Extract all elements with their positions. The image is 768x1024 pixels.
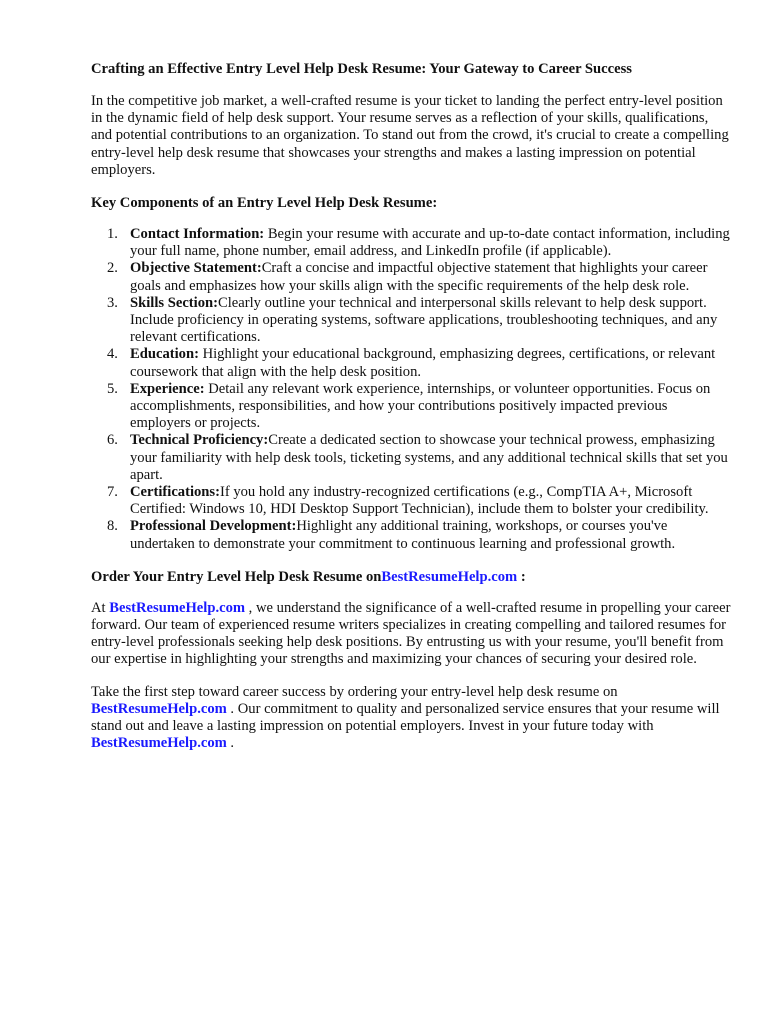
closing-paragraph-end: . xyxy=(226,735,235,752)
list-item xyxy=(107,260,731,294)
list-item-text: Clearly outline your technical and interpersonal skills relevant to help desk support. Include proficiency in operating systems, software applications, troubleshooting techniques, and any relevant certifications. xyxy=(130,294,718,346)
list-item-term: Education: xyxy=(130,346,199,363)
closing-paragraph xyxy=(91,684,731,753)
list-item-term: Skills Section: xyxy=(130,294,218,311)
list-item-text: Begin your resume with accurate and up-to-date contact information, including your full name, phone number, email address, and LinkedIn profile (if applicable). xyxy=(130,226,730,260)
list-item-text: Create a dedicated section to showcase your technical prowess, emphasizing your familiarity with help desk tools, ticketing systems, and any additional technical skills that set you apart. xyxy=(130,432,728,483)
list-item-number: 5. xyxy=(107,380,118,397)
list-item xyxy=(107,518,731,552)
list-item-text: Craft a concise and impactful objective statement that highlights your career goals and emphasizes how your skills align with the specific requirements of the help desk role. xyxy=(130,260,708,294)
list-item-number: 2. xyxy=(107,260,118,277)
closing-paragraph-link-1[interactable]: BestResumeHelp.com xyxy=(91,700,227,717)
list-item-number: 8. xyxy=(107,518,118,535)
list-item-term: Contact Information: xyxy=(130,226,265,243)
about-paragraph-link[interactable]: BestResumeHelp.com xyxy=(109,599,246,616)
list-item-term: Technical Proficiency: xyxy=(130,432,269,449)
list-item xyxy=(107,226,731,260)
list-item-text: Highlight any additional training, workshops, or courses you've undertaken to demonstrate your commitment to continuous learning and professional growth. xyxy=(130,518,676,552)
list-item-term: Professional Development: xyxy=(130,518,297,535)
list-item-text: Detail any relevant work experience, internships, or volunteer opportunities. Focus on accomplishments, responsibilities, and how your contributions positively impacted previous employers or projects. xyxy=(130,380,711,432)
list-item-number: 4. xyxy=(107,346,118,363)
document-page xyxy=(91,60,731,753)
about-paragraph xyxy=(91,600,731,669)
list-item-text: If you hold any industry-recognized certifications (e.g., CompTIA A+, Microsoft Certified: Windows 10, HDI Desktop Support Technician), include them to bolster your credibility. xyxy=(130,484,709,518)
list-item-term: Objective Statement: xyxy=(130,260,262,277)
components-list xyxy=(91,226,731,553)
order-heading-text: Order Your Entry Level Help Desk Resume on xyxy=(91,568,382,585)
list-item-number: 3. xyxy=(107,294,118,311)
order-heading-link[interactable]: BestResumeHelp.com xyxy=(381,568,518,585)
list-item-number: 6. xyxy=(107,432,118,449)
intro-paragraph: In the competitive job market, a well-crafted resume is your ticket to landing the perfect entry-level position in the dynamic field of help desk support. Your resume serves as a reflection of your skills, qualifications, and potential contributions to an organization. To stand out from the crowd, it's crucial to create a compelling entry-level help desk resume that showcases your strengths and makes a lasting impression on potential employers. xyxy=(91,93,729,178)
about-paragraph-text: , we understand the significance of a well-crafted resume in propelling your career forward. Our team of experienced resume writers specializes in creating compelling and tailored resumes for entry-level professionals seeking help desk positions. By entrusting us with your resume, you'll benefit from our expertise in highlighting your strengths and maximizing your chances of securing your desired role. xyxy=(91,599,731,668)
order-heading-suffix: : xyxy=(517,568,526,585)
closing-paragraph-text: . Our commitment to quality and personalized service ensures that your resume will stand out and leave a lasting impression on potential employers. Invest in your future today with xyxy=(91,700,720,735)
components-heading: Key Components of an Entry Level Help Desk Resume: xyxy=(91,195,438,212)
list-item xyxy=(107,432,731,484)
about-paragraph-lead: At xyxy=(91,599,110,616)
list-item xyxy=(107,294,731,347)
closing-paragraph-link-2[interactable]: BestResumeHelp.com xyxy=(91,735,227,752)
list-item-term: Experience: xyxy=(130,380,205,397)
list-item xyxy=(107,380,731,433)
list-item-number: 7. xyxy=(107,484,118,501)
list-item xyxy=(107,346,731,380)
order-heading xyxy=(91,568,731,586)
closing-paragraph-lead: Take the first step toward career success by ordering your entry-level help desk resume on xyxy=(91,683,618,700)
list-item-term: Certifications: xyxy=(130,484,220,501)
document-title: Crafting an Effective Entry Level Help Desk Resume: Your Gateway to Career Success xyxy=(91,61,632,77)
list-item-number: 1. xyxy=(107,226,118,243)
list-item xyxy=(107,484,731,518)
list-item-text: Highlight your educational background, emphasizing degrees, certifications, or relevant coursework that align with the help desk position. xyxy=(130,346,716,380)
